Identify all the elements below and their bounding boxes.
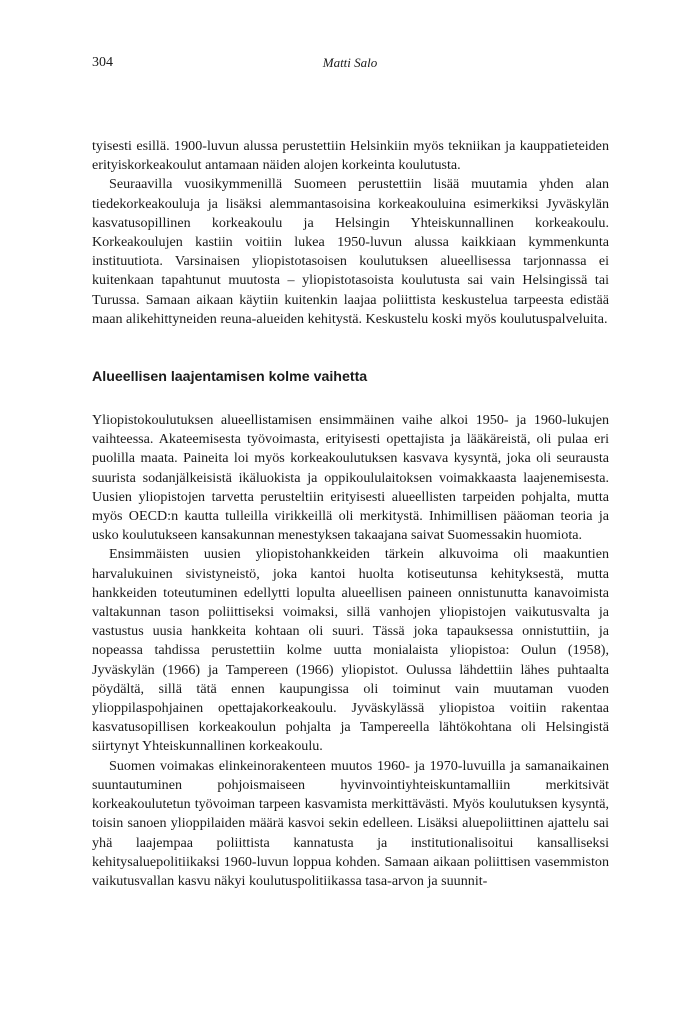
page-body bbox=[92, 137, 609, 891]
section-title: Alueellisen laajentamisen kolme vaihetta bbox=[92, 369, 368, 386]
paragraph-5: Suomen voimakas elinkeinorakenteen muutos 1960- ja 1970-luvuilla ja samanaikainen suuntautuminen pohjoismaiseen hyvinvointiyhteiskuntamalliin merkitsivät korkeakoulutetun työvoiman tarpeen kasvamista merkittävästi. Myös koulutuksen kysyntä, toisin sanoen ylioppilaiden määrä kasvoi sekin edelleen. Lisäksi aluepoliittinen ajattelu sai yhä laajempaa poliittista kannatusta ja institutionalisoitui kansalliseksi kehitysaluepolitiikaksi 1960-luvun loppua kohden. Samaan aikaan poliittisen vasemmiston vaikutusvallan kasvu näkyi koulutuspolitiikassa tasa-arvon ja suunnit- bbox=[92, 757, 609, 889]
running-head: Matti Salo bbox=[322, 55, 378, 70]
paragraph-3: Yliopistokoulutuksen alueellistamisen ensimmäinen vaihe alkoi 1950- ja 1960-lukujen vaihteessa. Akateemisesta työvoimasta, erityisesti opettajista ja lääkäreistä, oli pulaa eri puolilla maata. Paineita loi myös korkeakoulutuksen kasvava kysyntä, joka oli seurausta suurista sodanjälkeisistä ikäluokista ja oppikoululaitoksen voimakkaasta laajenemisesta. Uusien yliopistojen tarvetta perusteltiin erityisesti alueellisten tarpeiden pohjalta, mutta myös OECD:n kautta tulleilla virikkeillä oli merkitystä. Inhimillisen pääoman teoria ja usko koulutukseen kansakunnan menestyksen takaajana saivat Suomessakin huomiota. bbox=[92, 412, 609, 544]
paragraph-4: Ensimmäisten uusien yliopistohankkeiden tärkein alkuvoima oli maakuntien harvalukuinen sivistyneistö, joka kantoi huolta kotiseutunsa kehityksestä, mutta hankkeiden toteutuminen edellytti lopulta alueellisen paineen onnistunutta kanavoimista valtakunnan tason poliittiseksi voimaksi, sillä vanhojen yliopistojen vaikutusvalta ja vastustus uusia hankkeita kohtaan oli suuri. Tässä joka tapauksessa onnistuttiin, ja nopeassa tahdissa perustettiin kolme uutta monialaista yliopistoa: Oulun (1958), Jyväskylän (1966) ja Tampereen (1966) yliopistot. Oulussa lähdettiin lähes puhtaalta pöydältä, sillä tätä ennen kaupungissa oli toiminut vain muutaman vuoden ylioppilaspohjainen opettajakorkeakoulu. Jyväskylässä yliopistoa voitiin rakentaa kasvatusopillisen korkeakoulun pohjalta ja Tampereella lähtökohtana oli Helsingistä siirtynyt Yhteiskunnallinen korkeakoulu. bbox=[92, 546, 609, 755]
paragraph-2: Seuraavilla vuosikymmenillä Suomeen perustettiin lisää muutamia yhden alan tiedekorkeakouluja ja lisäksi alemmantasoisina korkeakouluina esimerkiksi Jyväskylän kasvatusopillinen korkeakoulu ja Helsingin Yhteiskunnallinen korkeakoulu. Korkeakoulujen kastiin voitiin lukea 1950-luvun alussa kaikkiaan kymmenkunta instituutiota. Varsinaisen yliopistotasoisen koulutuksen alueellisessa tarjonnassa ei kuitenkaan tapahtunut muutosta – yliopistotasoista koulutusta sai vain Helsingissä tai Turussa. Samaan aikaan käytiin kuitenkin laajaa poliittista keskustelua tarpeesta edistää maan alikehittyneiden reuna-alueiden kehitystä. Keskustelu koski myös koulutuspalveluita. bbox=[92, 176, 609, 327]
paragraph-1: tyisesti esillä. 1900-luvun alussa perustettiin Helsinkiin myös tekniikan ja kauppatieteiden erityiskorkeakoulut antamaan näiden alojen korkeinta koulutusta. bbox=[92, 138, 609, 174]
page-number: 304 bbox=[92, 55, 113, 70]
